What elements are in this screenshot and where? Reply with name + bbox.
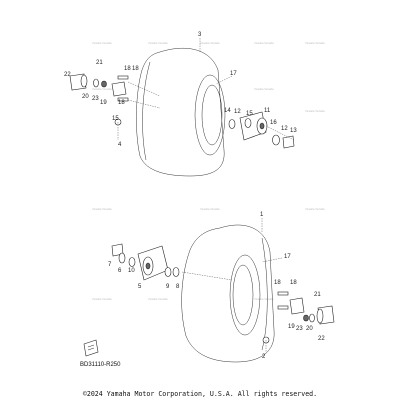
tire-lower	[182, 225, 275, 362]
watermark: Yamaha Yamaha	[148, 42, 168, 45]
watermark: Yamaha Yamaha	[92, 298, 112, 301]
callout: 17	[230, 71, 237, 77]
spacer	[283, 136, 294, 148]
watermark: Yamaha Yamaha	[305, 208, 325, 211]
callout: 21	[314, 292, 321, 298]
callout: 22	[64, 72, 71, 78]
watermark: Yamaha Yamaha	[200, 42, 220, 45]
watermark: Yamaha Yamaha	[254, 42, 274, 45]
rim-lower	[230, 255, 260, 335]
callout: 10	[128, 268, 135, 274]
watermark: Yamaha Yamaha	[92, 88, 112, 91]
washer	[94, 79, 99, 87]
watermark: Yamaha Yamaha	[148, 298, 168, 301]
callout: 18	[132, 66, 139, 72]
washer	[173, 268, 179, 277]
washer	[310, 314, 315, 322]
callout: 9	[166, 284, 170, 290]
tire-upper	[136, 48, 224, 176]
drawing-code: BD31110-R250	[80, 362, 121, 368]
callout: 7	[108, 262, 112, 268]
callout: 18	[290, 280, 297, 286]
callout: 16	[270, 120, 277, 126]
callout: 2	[262, 354, 266, 360]
seal	[273, 135, 280, 145]
rim-upper	[195, 75, 225, 155]
callout: 14	[224, 108, 231, 114]
watermark: Yamaha Yamaha	[200, 208, 220, 211]
callout: 15	[112, 116, 119, 122]
callout: 15	[246, 111, 253, 117]
watermark: Yamaha Yamaha	[305, 110, 325, 113]
rim-inner-lower	[233, 265, 253, 325]
watermark: Yamaha Yamaha	[92, 208, 112, 211]
tire-tread-line	[143, 62, 150, 160]
seal	[119, 253, 125, 263]
bracket-lower	[290, 298, 304, 314]
bolt	[278, 292, 288, 295]
callout: 12	[234, 109, 241, 115]
callout: 19	[100, 100, 107, 106]
callout: 20	[82, 94, 89, 100]
seal	[129, 258, 135, 267]
hub-bore-lower	[146, 263, 150, 269]
copyright-notice: ©2024 Yamaha Motor Corporation, U.S.A. All rights reserved.	[82, 390, 318, 398]
callout: 18	[274, 280, 281, 286]
leader-line	[128, 100, 160, 108]
washer	[229, 120, 235, 129]
callout: 1	[260, 212, 264, 218]
bracket-upper	[112, 82, 126, 96]
watermark: Yamaha Yamaha	[92, 42, 112, 45]
watermark: Yamaha Yamaha	[254, 298, 274, 301]
callout: 19	[288, 324, 295, 330]
callout: 13	[290, 128, 297, 134]
bolt	[118, 76, 128, 79]
callout: 4	[118, 142, 122, 148]
lower-wheel-assembly	[112, 218, 334, 362]
seal	[245, 119, 251, 128]
callout: 20	[306, 326, 313, 332]
nut	[102, 81, 107, 87]
watermark: Yamaha Yamaha	[254, 88, 274, 91]
callout: 3	[198, 32, 202, 38]
upper-wheel-assembly	[70, 38, 294, 176]
callout: 18	[118, 100, 125, 106]
nut	[304, 315, 309, 321]
callout: 17	[284, 254, 291, 260]
front-direction-icon	[84, 340, 98, 356]
callout: 21	[96, 60, 103, 66]
seal	[165, 268, 171, 277]
callout: 12	[281, 126, 288, 132]
callout: 23	[92, 96, 99, 102]
callout: 5	[138, 284, 142, 290]
callout: 6	[118, 268, 122, 274]
watermark: Yamaha Yamaha	[305, 42, 325, 45]
tire-tread-line	[262, 238, 267, 350]
watermark-group	[92, 41, 325, 301]
rim-inner-upper	[202, 85, 222, 145]
bolt	[278, 306, 288, 309]
cap-face-lower	[317, 309, 323, 323]
callout: 22	[318, 336, 325, 342]
callout: 11	[264, 108, 271, 114]
leader-line	[182, 272, 232, 280]
cap-face-upper	[81, 75, 87, 87]
hub-bore-upper	[260, 123, 264, 129]
callout: 8	[176, 284, 180, 290]
callout: 18	[124, 66, 131, 72]
callout: 23	[296, 326, 303, 332]
